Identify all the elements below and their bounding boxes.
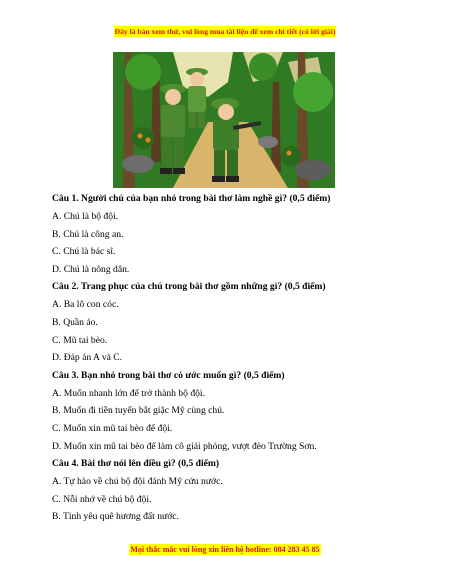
question-3-option-a: A. Muốn nhanh lớn để trở thành bộ đội. [52,387,205,399]
hotline-text: Mọi thắc mắc vui lòng xin liên hệ hotline: 084 283 45 85 [130,545,320,554]
question-4-option-1: A. Tự hào về chú bộ đội đánh Mỹ cứu nước. [52,476,223,488]
question-4-option-2: C. Nỗi nhớ về chú bộ đội. [52,493,152,505]
question-1 [52,190,412,278]
question-list [52,190,412,526]
question-3-option-d: D. Muốn xin mũ tai bèo để làm cô giải phóng, vượt đèo Trường Sơn. [52,440,317,452]
question-3-option-c: C. Muốn xin mũ tai bèo để đội. [52,422,173,434]
question-1-title: Câu 1. Người chú của bạn nhỏ trong bài thơ làm nghề gì? (0,5 điểm) [52,193,331,204]
question-1-option-c: C. Chú là bác sĩ. [52,246,116,258]
preview-banner [0,27,450,36]
question-2-option-c: C. Mũ tai bèo. [52,334,108,346]
question-2-option-a: A. Ba lô con cóc. [52,299,119,311]
question-2 [52,278,412,366]
question-3 [52,367,412,455]
question-4-option-3: B. Tình yêu quê hương đất nước. [52,511,179,523]
question-1-option-a: A. Chú là bộ đội. [52,211,119,222]
hotline-footer [0,545,450,554]
question-3-option-b: B. Muốn đi tiền tuyến bắt giặc Mỹ cùng chú. [52,405,225,417]
soldiers-illustration [113,52,335,188]
preview-banner-text: Đây là bản xem thử, vui lòng mua tài liệu để xem chi tiết (có lời giải) [114,27,336,36]
question-3-title: Câu 3. Bạn nhỏ trong bài thơ có ước muốn gì? (0,5 điểm) [52,369,285,381]
question-2-option-d: D. Đáp án A và C. [52,352,123,364]
question-1-option-d: D. Chú là nông dân. [52,263,130,275]
question-1-option-b: B. Chú là công an. [52,228,124,240]
question-4 [52,455,412,526]
question-2-option-b: B. Quần áo. [52,316,98,328]
question-4-title: Câu 4. Bài thơ nói lên điều gì? (0,5 điểm) [52,458,220,470]
question-2-title: Câu 2. Trang phục của chú trong bài thơ gồm những gì? (0,5 điểm) [52,281,326,293]
